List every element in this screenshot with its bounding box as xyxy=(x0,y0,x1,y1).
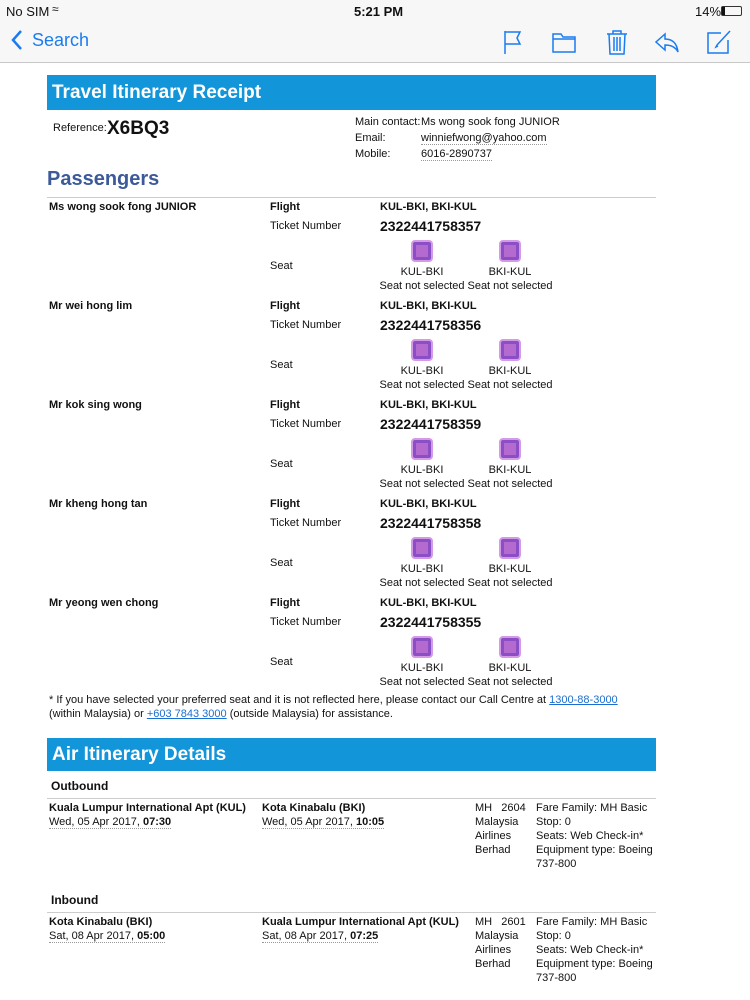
status-bar xyxy=(0,0,750,22)
seat-status: Seat not selected xyxy=(467,676,553,688)
departure-datetime xyxy=(49,816,171,829)
carrier-code: MH xyxy=(475,916,493,928)
ticket-label: Ticket Number xyxy=(270,220,342,232)
arrival-datetime xyxy=(262,816,384,829)
seat-icon[interactable] xyxy=(499,537,521,559)
battery-level: 14% xyxy=(695,4,722,19)
nav-bar xyxy=(0,22,750,63)
seat-status: Seat not selected xyxy=(467,577,553,589)
note-text: (within Malaysia) or xyxy=(49,708,147,720)
equipment-type: Equipment type: Boeing 737-800 xyxy=(536,844,653,870)
arrival-date: Wed, 05 Apr 2017, xyxy=(262,816,356,828)
passenger-name: Ms wong sook fong JUNIOR xyxy=(49,201,197,213)
chevron-left-icon xyxy=(10,29,24,51)
ticket-label: Ticket Number xyxy=(270,319,342,331)
seat-route: BKI-KUL xyxy=(488,464,532,476)
equipment-type: Equipment type: Boeing 737-800 xyxy=(536,958,653,984)
flight-routes: KUL-BKI, BKI-KUL xyxy=(380,597,477,609)
carrier-code: MH xyxy=(475,802,493,814)
leg-heading: Outbound xyxy=(51,779,109,793)
seat-icon[interactable] xyxy=(411,339,433,361)
arrival-airport: Kuala Lumpur International Apt (KUL) xyxy=(262,916,459,928)
stops: Stop: 0 xyxy=(536,816,571,828)
seat-icon[interactable] xyxy=(411,240,433,262)
seat-status: Seat not selected xyxy=(379,379,465,391)
trash-icon[interactable] xyxy=(603,28,631,56)
seat-icon[interactable] xyxy=(499,240,521,262)
seat-route: KUL-BKI xyxy=(400,266,444,278)
departure-time: 07:30 xyxy=(142,816,172,828)
wifi-icon: ≈ xyxy=(52,2,59,16)
email-label: Email: xyxy=(355,132,386,144)
arrival-time: 10:05 xyxy=(355,816,385,828)
seat-label: Seat xyxy=(270,557,293,569)
seat-icon[interactable] xyxy=(411,438,433,460)
divider xyxy=(47,798,656,799)
main-contact-label: Main contact: xyxy=(355,116,421,128)
passengers-heading: Passengers xyxy=(47,168,160,190)
seat-icon[interactable] xyxy=(499,438,521,460)
fare-family: Fare Family: MH Basic xyxy=(536,802,648,814)
ticket-label: Ticket Number xyxy=(270,418,342,430)
passenger-name: Mr wei hong lim xyxy=(49,300,133,312)
air-itinerary-title: Air Itinerary Details xyxy=(47,738,656,771)
seat-route: KUL-BKI xyxy=(400,662,444,674)
seat-icon[interactable] xyxy=(411,537,433,559)
seat-route: KUL-BKI xyxy=(400,563,444,575)
overseas-phone-link[interactable]: +603 7843 3000 xyxy=(146,708,227,720)
seat-route: KUL-BKI xyxy=(400,464,444,476)
leg-heading: Inbound xyxy=(51,893,99,907)
seat-status: Seat not selected xyxy=(467,478,553,490)
ticket-label: Ticket Number xyxy=(270,517,342,529)
seat-status: Seat not selected xyxy=(379,478,465,490)
ticket-number: 2322441758358 xyxy=(380,515,482,531)
departure-date: Sat, 08 Apr 2017, xyxy=(49,930,138,942)
flight-label: Flight xyxy=(270,300,300,312)
reference-code: X6BQ3 xyxy=(107,118,170,139)
departure-date: Wed, 05 Apr 2017, xyxy=(49,816,143,828)
departure-airport: Kota Kinabalu (BKI) xyxy=(49,916,153,928)
departure-datetime xyxy=(49,930,165,943)
flight-number: 2601 xyxy=(501,916,526,928)
ticket-label: Ticket Number xyxy=(270,616,342,628)
seat-route: KUL-BKI xyxy=(400,365,444,377)
flight-routes: KUL-BKI, BKI-KUL xyxy=(380,498,477,510)
fare-family: Fare Family: MH Basic xyxy=(536,916,648,928)
main-contact: Ms wong sook fong JUNIOR xyxy=(421,116,560,128)
seat-status: Seat not selected xyxy=(467,280,553,292)
battery-icon xyxy=(721,6,742,16)
compose-icon[interactable] xyxy=(705,28,733,56)
seat-label: Seat xyxy=(270,359,293,371)
seat-label: Seat xyxy=(270,260,293,272)
flight-number: 2604 xyxy=(501,802,526,814)
seat-label: Seat xyxy=(270,656,293,668)
flight-label: Flight xyxy=(270,597,300,609)
seat-note xyxy=(49,693,649,721)
receipt-title: Travel Itinerary Receipt xyxy=(47,75,656,110)
reference-label: Reference: xyxy=(53,122,107,134)
seat-route: BKI-KUL xyxy=(488,365,532,377)
arrival-airport: Kota Kinabalu (BKI) xyxy=(262,802,366,814)
folder-icon[interactable] xyxy=(550,28,578,56)
airline-name: Malaysia Airlines Berhad xyxy=(475,930,519,970)
passenger-name: Mr yeong wen chong xyxy=(49,597,159,609)
ticket-number: 2322441758359 xyxy=(380,416,482,432)
arrival-datetime xyxy=(262,930,378,943)
departure-airport: Kuala Lumpur International Apt (KUL) xyxy=(49,802,246,814)
seat-label: Seat xyxy=(270,458,293,470)
stops: Stop: 0 xyxy=(536,930,571,942)
flight-routes: KUL-BKI, BKI-KUL xyxy=(380,399,477,411)
flight-label: Flight xyxy=(270,399,300,411)
seat-icon[interactable] xyxy=(499,636,521,658)
ticket-number: 2322441758357 xyxy=(380,218,482,234)
back-label: Search xyxy=(32,29,90,50)
ticket-number: 2322441758355 xyxy=(380,614,482,630)
flight-label: Flight xyxy=(270,201,300,213)
flight-routes: KUL-BKI, BKI-KUL xyxy=(380,201,477,213)
seat-icon[interactable] xyxy=(411,636,433,658)
passenger-name: Mr kok sing wong xyxy=(49,399,142,411)
back-button[interactable] xyxy=(10,29,89,51)
seat-route: BKI-KUL xyxy=(488,266,532,278)
divider xyxy=(47,912,656,913)
passenger-name: Mr kheng hong tan xyxy=(49,498,148,510)
seat-route: BKI-KUL xyxy=(488,662,532,674)
mobile-link[interactable]: 6016-2890737 xyxy=(421,148,492,160)
note-text: (outside Malaysia) for assistance. xyxy=(226,708,393,720)
arrival-time: 07:25 xyxy=(350,930,379,942)
airline-name: Malaysia Airlines Berhad xyxy=(475,816,519,856)
reply-icon[interactable] xyxy=(653,28,681,56)
flight-label: Flight xyxy=(270,498,300,510)
seat-status: Seat not selected xyxy=(379,577,465,589)
mobile-label: Mobile: xyxy=(355,148,391,160)
call-centre-phone-link[interactable]: 1300-88-3000 xyxy=(549,694,618,706)
seat-status: Seat not selected xyxy=(379,280,465,292)
seat-status: Seat not selected xyxy=(467,379,553,391)
seat-icon[interactable] xyxy=(499,339,521,361)
note-text: * If you have selected your preferred seat and it is not reflected here, please contact our Call Centre at xyxy=(49,694,550,706)
carrier: No SIM xyxy=(6,4,50,19)
seats-info: Seats: Web Check-in* xyxy=(536,944,644,956)
flag-icon[interactable] xyxy=(500,28,528,56)
seat-status: Seat not selected xyxy=(379,676,465,688)
email-link[interactable]: winniefwong@yahoo.com xyxy=(421,132,547,144)
ticket-number: 2322441758356 xyxy=(380,317,482,333)
seat-route: BKI-KUL xyxy=(488,563,532,575)
divider xyxy=(47,197,656,198)
arrival-date: Sat, 08 Apr 2017, xyxy=(262,930,351,942)
seats-info: Seats: Web Check-in* xyxy=(536,830,644,842)
clock: 5:21 PM xyxy=(354,4,404,19)
departure-time: 05:00 xyxy=(137,930,166,942)
flight-routes: KUL-BKI, BKI-KUL xyxy=(380,300,477,312)
